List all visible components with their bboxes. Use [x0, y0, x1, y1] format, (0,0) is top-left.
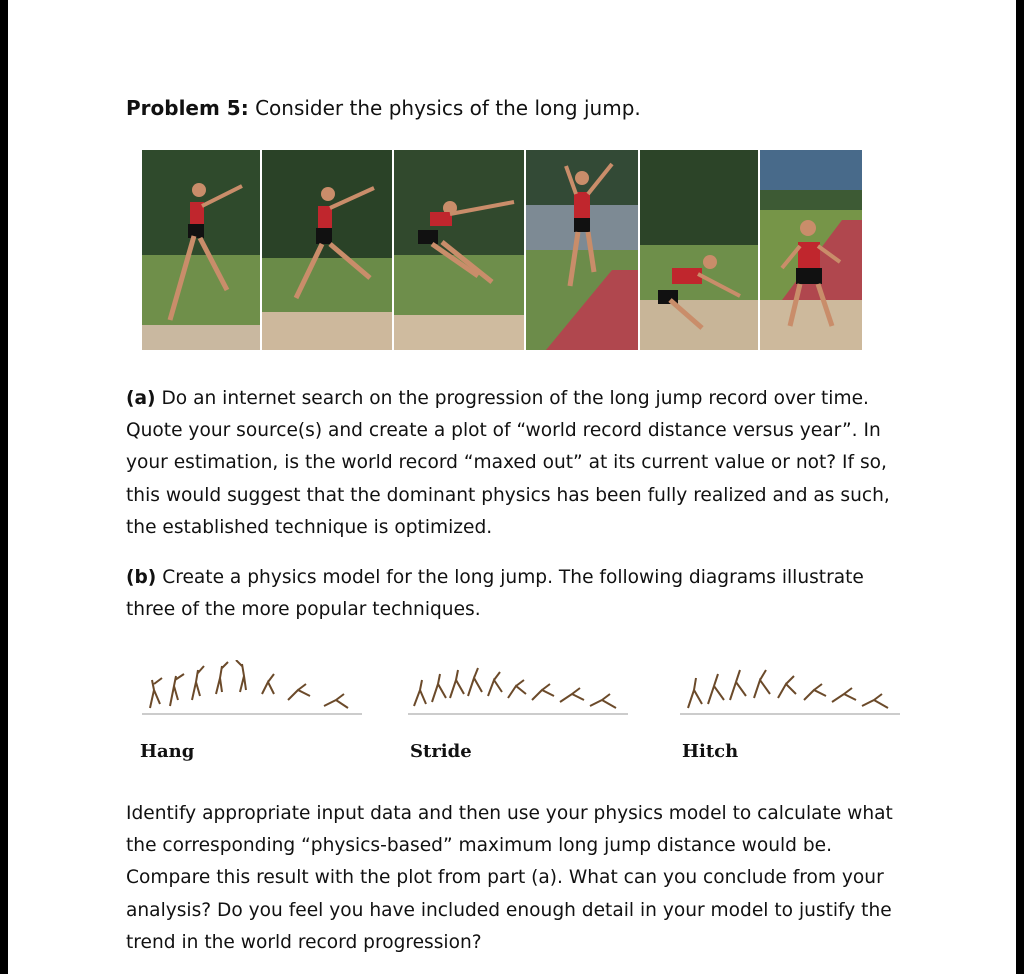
photo-frame-1	[142, 150, 260, 350]
hang-label: Hang	[140, 741, 195, 762]
part-a-paragraph	[126, 383, 916, 544]
stride-label: Stride	[410, 741, 472, 762]
hitch-technique-diagram	[680, 660, 900, 716]
part-b-paragraph	[126, 562, 916, 626]
problem-heading	[126, 96, 641, 120]
part-b-label: (b)	[126, 567, 157, 588]
document-page	[8, 0, 1016, 974]
photo-frame-3	[394, 150, 524, 350]
part-a-label: (a)	[126, 388, 156, 409]
problem-text: Consider the physics of the long jump.	[255, 96, 641, 120]
long-jump-photo-sequence	[142, 150, 862, 350]
photo-frame-5	[640, 150, 758, 350]
stride-technique-diagram	[408, 660, 628, 716]
hitch-label: Hitch	[682, 741, 739, 762]
part-b-text: Create a physics model for the long jump. The following diagrams illustrate three of the more popular techniques.	[126, 567, 864, 621]
photo-frame-6	[760, 150, 862, 350]
closing-paragraph	[126, 798, 916, 959]
hang-technique-diagram	[142, 660, 362, 716]
problem-label: Problem 5:	[126, 96, 249, 120]
photo-frame-2	[262, 150, 392, 350]
closing-text: Identify appropriate input data and then use your physics model to calculate what the corresponding “physics-based” maximum long jump distance would be. Compare this result with the plot from part (a). What can you conclude from your analysis? Do you feel you have included enough detail in your model to justify the trend in the world record progression?	[126, 803, 893, 953]
part-a-text: Do an internet search on the progression of the long jump record over time. Quote your source(s) and create a plot of “world record distance versus year”. In your estimation, is the world record “maxed out” at its current value or not? If so, this would suggest that the dominant physics has been fully realized and as such, the established technique is optimized.	[126, 388, 890, 538]
photo-frame-4	[526, 150, 638, 350]
